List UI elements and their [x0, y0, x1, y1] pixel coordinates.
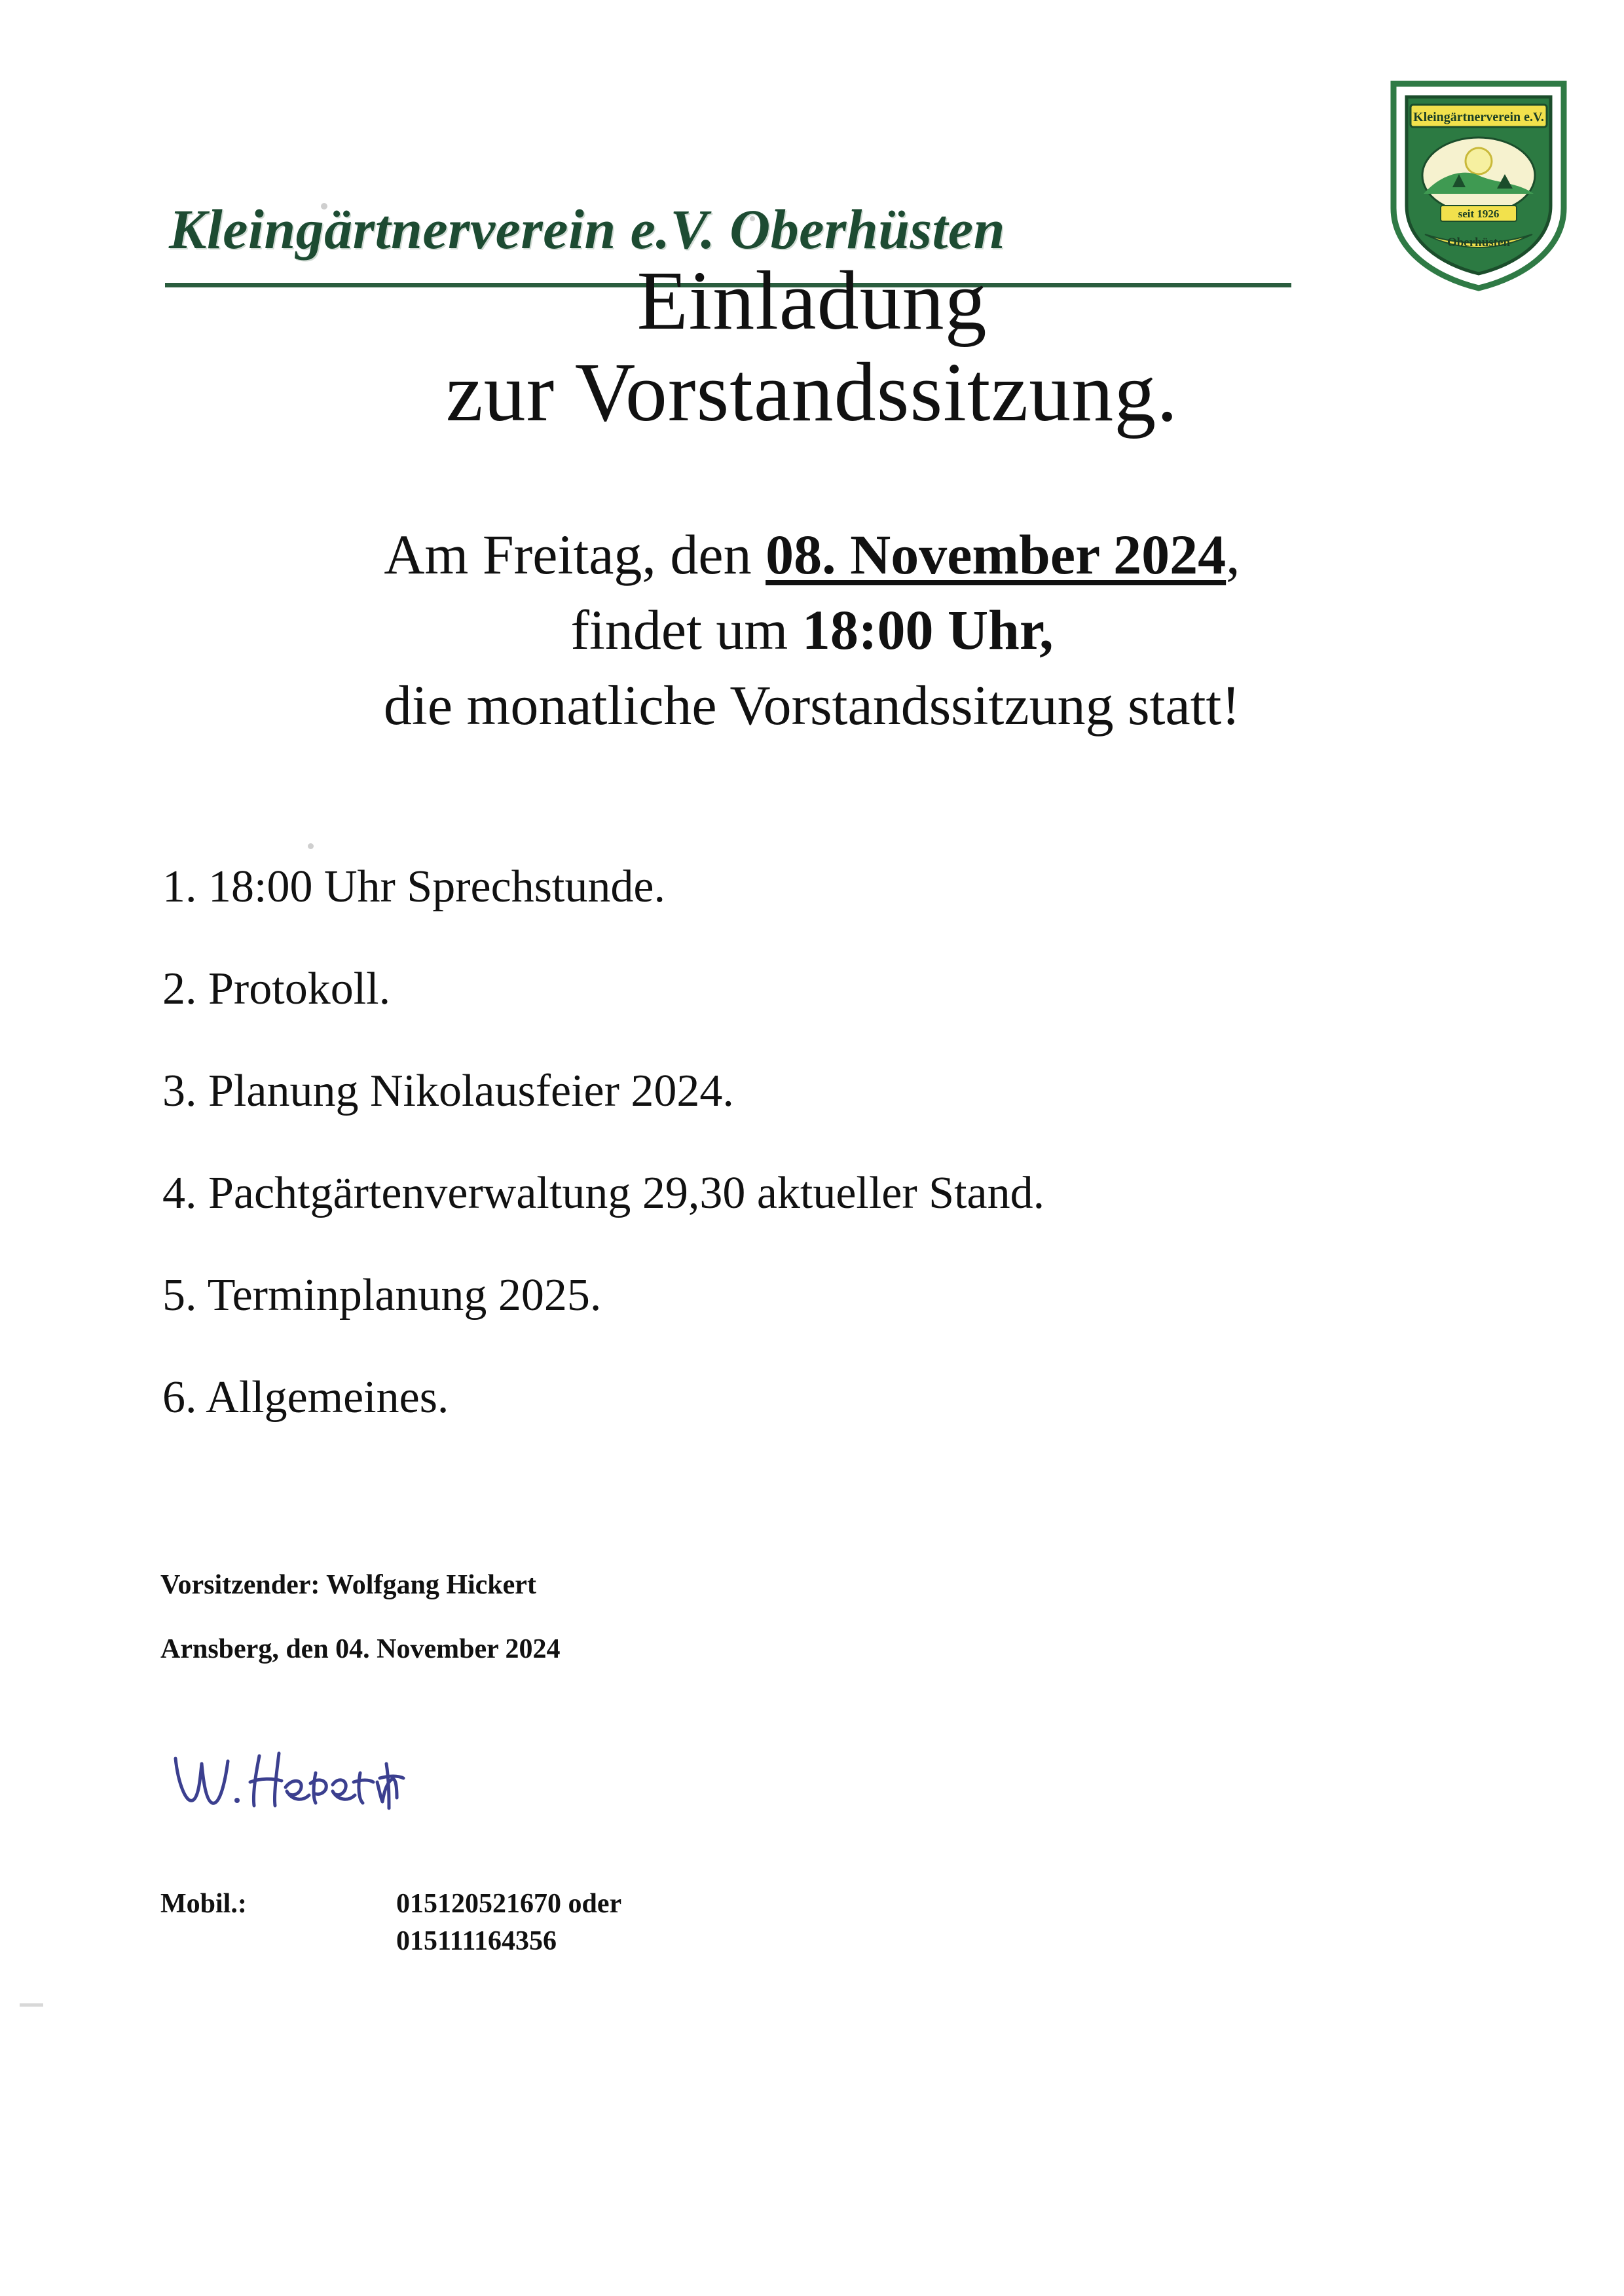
place-date-line: Arnsberg, den 04. November 2024 — [160, 1634, 561, 1664]
page-title-line1: Einladung — [637, 254, 987, 347]
announcement-block — [0, 517, 1624, 744]
agenda-item: 3. Planung Nikolausfeier 2024. — [162, 1066, 734, 1116]
announcement-line-1 — [0, 517, 1624, 592]
agenda-list — [162, 864, 1472, 1477]
svg-text:Oberhüsten: Oberhüsten — [1447, 236, 1511, 249]
signature-block — [160, 1571, 1470, 1700]
agenda-item: 4. Pachtgärtenverwaltung 29,30 aktueller Stand. — [162, 1168, 1045, 1218]
announcement-line-3: die monatliche Vorstandssitzung statt! — [383, 674, 1241, 737]
agenda-item: 2. Protokoll. — [162, 964, 391, 1014]
announcement-time-prefix: findet um — [570, 598, 802, 662]
svg-text:Kleingärtnerverein e.V.: Kleingärtnerverein e.V. — [1413, 110, 1544, 124]
agenda-item: 1. 18:00 Uhr Sprechstunde. — [162, 862, 665, 912]
agenda-item: 5. Terminplanung 2025. — [162, 1270, 602, 1321]
announcement-comma: , — [1226, 523, 1240, 586]
meeting-time: 18:00 Uhr, — [802, 598, 1054, 662]
mobile-values — [396, 1886, 621, 1959]
club-name: Kleingärtnerverein e.V. Oberhüsten — [169, 198, 1005, 261]
scan-artifact — [20, 2003, 43, 2007]
agenda-item: 6. Allgemeines. — [162, 1372, 449, 1423]
announcement-line-2 — [0, 592, 1624, 668]
mobile-label: Mobil.: — [160, 1889, 247, 1919]
scan-artifact — [308, 843, 314, 849]
handwritten-signature — [164, 1735, 504, 1833]
mobile-number-2: 015111164356 — [396, 1925, 557, 1956]
title-block — [0, 255, 1624, 440]
page-title-line2: zur Vorstandssitzung. — [445, 346, 1179, 439]
mobile-number-1: 015120521670 oder — [396, 1889, 622, 1919]
svg-text:seit 1926: seit 1926 — [1458, 208, 1500, 220]
announcement-prefix: Am Freitag, den — [384, 523, 766, 586]
meeting-date: 08. November 2024 — [766, 523, 1227, 586]
chairman-line: Vorsitzender: Wolfgang Hickert — [160, 1570, 536, 1600]
